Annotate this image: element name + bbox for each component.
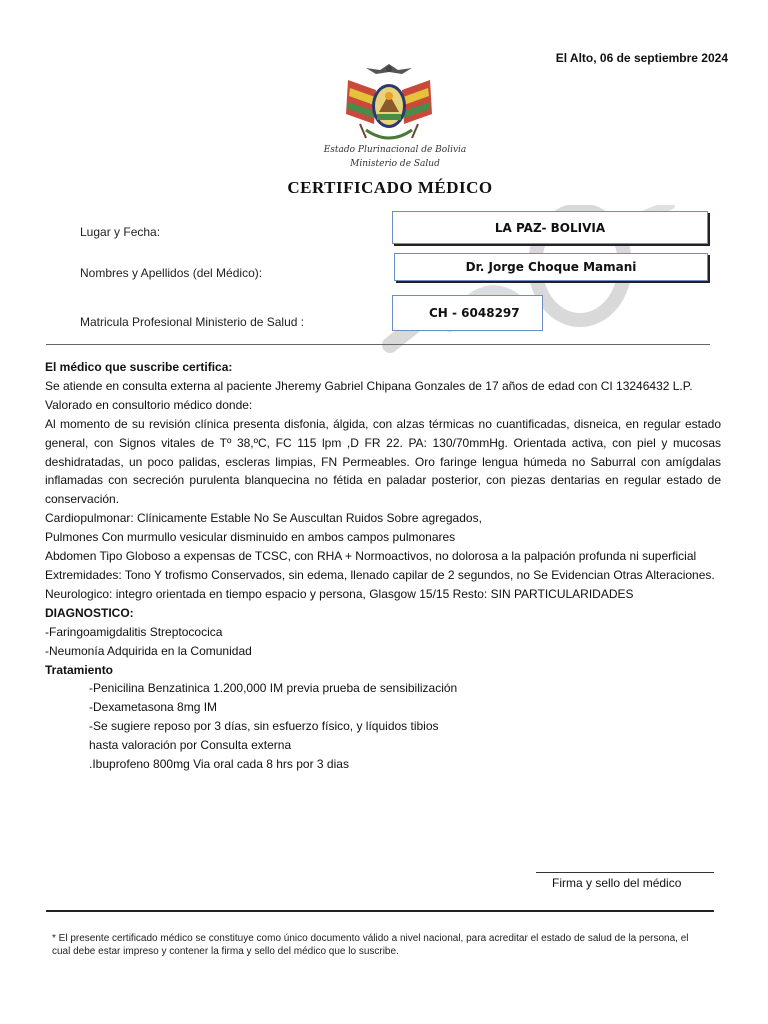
body-paragraph: Extremidades: Tono Y trofismo Conservados, sin edema, llenado capilar de 2 segundos, no Se Evidencian Otras Alteraciones. xyxy=(45,567,715,582)
divider-top xyxy=(46,344,710,345)
field-label-license: Matricula Profesional Ministerio de Salud : xyxy=(80,315,305,329)
diagnosis-item: -Neumonía Adquirida en la Comunidad xyxy=(45,643,252,658)
signature-line xyxy=(536,872,714,873)
signature-label: Firma y sello del médico xyxy=(552,876,682,890)
treatment-item: hasta valoración por Consulta externa xyxy=(89,738,292,753)
bolivia-coat-of-arms-icon xyxy=(336,60,442,146)
diagnosis-heading: DIAGNOSTICO: xyxy=(45,605,134,620)
body-paragraph: Al momento de su revisión clínica presenta disfonia, álgida, con alzas térmicas no cuantificadas, disneica, en regular estado general, con Signos vitales de Tº 38,ºC, FC 115 lpm ,D FR 22. PA: 130/70mmHg. Orientada activa, con piel y mucosas deshidratadas, un poco palidas, escleras limpias, FN Permeables. Oro faringe lengua húmeda no Saburral con amígdalas inflamadas con secreción purulenta blanquecina no fétida en paladar posterior, con piezas dentarias en regular estado de conservación. xyxy=(45,416,721,507)
field-label-place-date: Lugar y Fecha: xyxy=(80,225,161,239)
body-paragraph: Se atiende en consulta externa al paciente Jheremy Gabriel Chipana Gonzales de 17 años de edad con CI 13246432 L.P. xyxy=(45,378,693,393)
treatment-heading: Tratamiento xyxy=(45,662,114,677)
field-value-doctor-name: Dr. Jorge Choque Mamani xyxy=(394,253,708,281)
diagnosis-item: -Faringoamigdalitis Streptococica xyxy=(45,624,223,639)
document-date: El Alto, 06 de septiembre 2024 xyxy=(555,51,728,65)
body-paragraph: Pulmones Con murmullo vesicular disminuido en ambos campos pulmonares xyxy=(45,530,456,545)
footnote: * El presente certificado médico se constituye como único documento válido a nivel nacional, para acreditar el estado de salud de la persona, el cual debe estar impreso y contener la firma y sello del médico que lo suscribe. xyxy=(52,933,689,957)
divider-bottom xyxy=(46,910,714,912)
treatment-item: -Penicilina Benzatinica 1.200,000 IM previa prueba de sensibilización xyxy=(89,681,458,696)
body-paragraph: Valorado en consultorio médico donde: xyxy=(45,397,253,412)
state-name: Estado Plurinacional de Bolivia xyxy=(323,145,467,155)
treatment-item: .Ibuprofeno 800mg Via oral cada 8 hrs por 3 dias xyxy=(89,757,349,772)
certificate-body xyxy=(45,358,721,774)
ministry-name: Ministerio de Salud xyxy=(350,159,440,169)
field-label-doctor-name: Nombres y Apellidos (del Médico): xyxy=(80,266,263,280)
field-value-place-date: LA PAZ- BOLIVIA xyxy=(392,211,708,244)
body-paragraph: Abdomen Tipo Globoso a expensas de TCSC, con RHA + Normoactivos, no dolorosa a la palpación profunda ni superficial xyxy=(45,549,697,564)
body-paragraph: Neurologico: integro orientada en tiempo espacio y persona, Glasgow 15/15 Resto: SIN PARTICULARIDADES xyxy=(45,586,634,601)
treatment-item: -Se sugiere reposo por 3 días, sin esfuerzo físico, y líquidos tibios xyxy=(89,719,439,734)
body-paragraph: Cardiopulmonar: Clínicamente Estable No Se Auscultan Ruidos Sobre agregados, xyxy=(45,511,482,526)
treatment-item: -Dexametasona 8mg IM xyxy=(89,700,218,715)
field-value-license: CH - 6048297 xyxy=(392,295,543,331)
document-title: CERTIFICADO MÉDICO xyxy=(287,178,493,197)
certifies-heading: El médico que suscribe certifica: xyxy=(45,360,233,374)
